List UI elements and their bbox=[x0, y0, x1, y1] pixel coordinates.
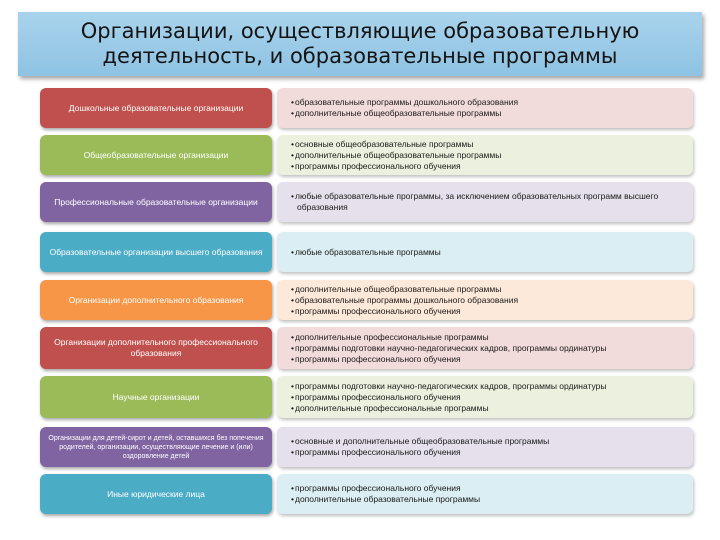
table-row bbox=[0, 280, 720, 320]
programs-cell bbox=[277, 135, 693, 175]
programs-list bbox=[291, 284, 518, 317]
organization-type-cell: Организации дополнительного профессионального образования bbox=[40, 327, 272, 369]
program-item: • образовательные программы дошкольного образования bbox=[291, 295, 518, 306]
program-item: • программы профессионального обучения bbox=[291, 447, 549, 458]
program-item: • программы профессионального обучения bbox=[291, 161, 501, 172]
program-item: • дополнительные общеобразовательные программы bbox=[291, 150, 501, 161]
programs-list bbox=[291, 191, 679, 213]
programs-cell bbox=[277, 376, 693, 418]
programs-list bbox=[291, 483, 480, 505]
table-row bbox=[0, 88, 720, 128]
programs-cell bbox=[277, 280, 693, 320]
table-row bbox=[0, 232, 720, 272]
organization-type-cell: Организации дополнительного образования bbox=[40, 280, 272, 320]
programs-list bbox=[291, 247, 441, 258]
programs-cell bbox=[277, 474, 693, 514]
organization-type-cell: Общеобразовательные организации bbox=[40, 135, 272, 175]
organization-type-cell: Научные организации bbox=[40, 376, 272, 418]
program-item: • любые образовательные программы, за исключением образовательных программ высшего образования bbox=[291, 191, 679, 213]
programs-list bbox=[291, 436, 549, 458]
table-row bbox=[0, 427, 720, 467]
programs-list bbox=[291, 139, 501, 172]
program-item: • дополнительные профессиональные программы bbox=[291, 332, 606, 343]
programs-list bbox=[291, 381, 606, 414]
programs-cell bbox=[277, 327, 693, 369]
program-item: • образовательные программы дошкольного образования bbox=[291, 97, 518, 108]
program-item: • основные и дополнительные общеобразовательные программы bbox=[291, 436, 549, 447]
program-item: • программы подготовки научно-педагогических кадров, программы ординатуры bbox=[291, 381, 606, 392]
program-item: • программы подготовки научно-педагогических кадров, программы ординатуры bbox=[291, 343, 606, 354]
programs-cell bbox=[277, 182, 693, 222]
program-item: • основные общеобразовательные программы bbox=[291, 139, 501, 150]
program-item: • дополнительные образовательные программы bbox=[291, 494, 480, 505]
program-item: • программы профессионального обучения bbox=[291, 306, 518, 317]
organization-type-cell: Профессиональные образовательные организации bbox=[40, 182, 272, 222]
title-banner bbox=[18, 12, 702, 76]
programs-cell bbox=[277, 88, 693, 128]
table-row bbox=[0, 182, 720, 222]
table-row bbox=[0, 376, 720, 418]
programs-list bbox=[291, 332, 606, 365]
table-row bbox=[0, 135, 720, 175]
program-item: • программы профессионального обучения bbox=[291, 392, 606, 403]
organization-type-cell: Образовательные организации высшего образования bbox=[40, 232, 272, 272]
table-row bbox=[0, 327, 720, 369]
table-row bbox=[0, 474, 720, 514]
page-title: Организации, осуществляющие образовательную деятельность, и образовательные программы bbox=[80, 19, 640, 68]
program-item: • дополнительные профессиональные программы bbox=[291, 403, 606, 414]
programs-list bbox=[291, 97, 518, 119]
program-item: • любые образовательные программы bbox=[291, 247, 441, 258]
program-item: • дополнительные общеобразовательные программы bbox=[291, 284, 518, 295]
organization-type-cell: Организации для детей-сирот и детей, оставшихся без попечения родителей, организации, осуществляющие лечение и (или) оздоровление детей bbox=[40, 427, 272, 467]
organization-type-cell: Дошкольные образовательные организации bbox=[40, 88, 272, 128]
program-item: • программы профессионального обучения bbox=[291, 483, 480, 494]
programs-cell bbox=[277, 232, 693, 272]
program-item: • дополнительные общеобразовательные программы bbox=[291, 108, 518, 119]
organization-type-cell: Иные юридические лица bbox=[40, 474, 272, 514]
program-item: • программы профессионального обучения bbox=[291, 354, 606, 365]
programs-cell bbox=[277, 427, 693, 467]
